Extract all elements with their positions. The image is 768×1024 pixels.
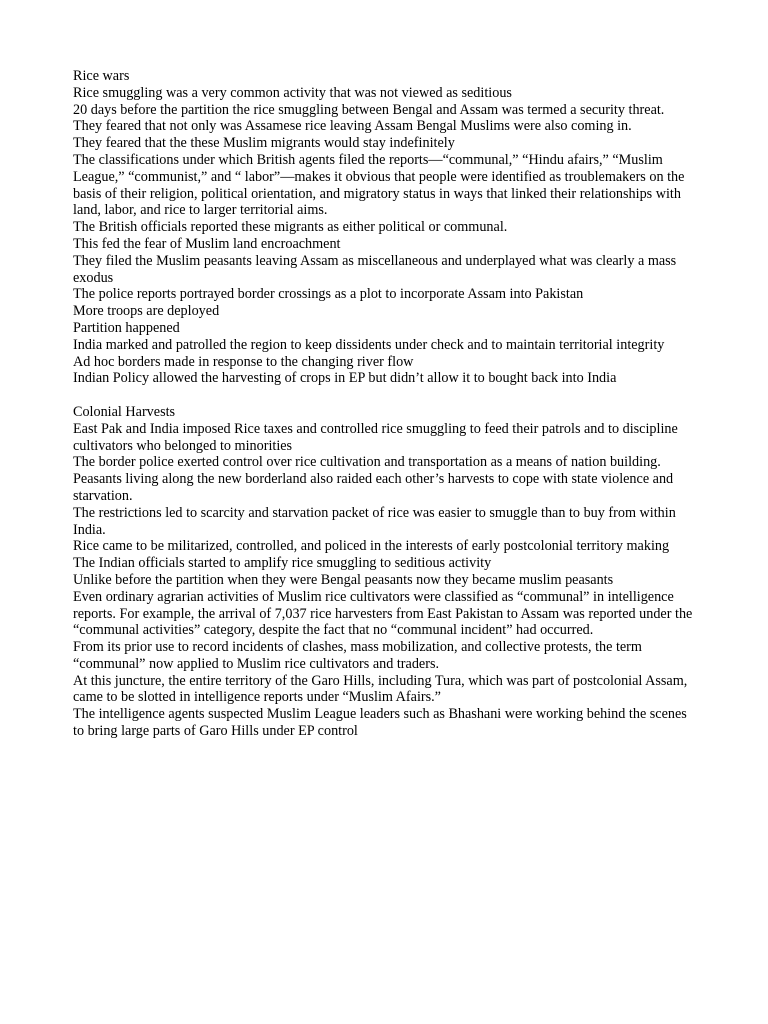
paragraph: Ad hoc borders made in response to the changing river flow <box>73 353 414 370</box>
paragraph: They feared that not only was Assamese rice leaving Assam Bengal Muslims were also coming in. <box>73 118 632 135</box>
paragraph: Rice smuggling was a very common activity that was not viewed as seditious <box>73 84 512 101</box>
blank-line <box>73 387 701 404</box>
paragraph: This fed the fear of Muslim land encroachment <box>73 235 341 252</box>
paragraph: The classifications under which British agents filed the reports—“communal,” “Hindu afairs,” “Muslim League,” “communist,” and “ labor”—makes it obvious that people were identified as troublemakers on the basis of their religion, political orientation, and migratory status in ways that linked their relationships with land, labor, and rice to larger territorial aims. <box>73 151 685 219</box>
section-title-rice-wars: Rice wars <box>73 68 130 84</box>
paragraph: The police reports portrayed border crossings as a plot to incorporate Assam into Pakistan <box>73 286 584 303</box>
paragraph: Indian Policy allowed the harvesting of crops in EP but didn’t allow it to bought back into India <box>73 370 617 387</box>
paragraph: Peasants living along the new borderland also raided each other’s harvests to cope with state violence and starvation. <box>73 471 674 504</box>
section-title-colonial-harvests: Colonial Harvests <box>73 403 176 420</box>
paragraph: India marked and patrolled the region to keep dissidents under check and to maintain territorial integrity <box>73 336 665 353</box>
paragraph: The British officials reported these migrants as either political or communal. <box>73 219 508 236</box>
paragraph: From its prior use to record incidents of clashes, mass mobilization, and collective protests, the term “communal” now applied to Muslim rice cultivators and traders. <box>73 639 642 672</box>
paragraph: They filed the Muslim peasants leaving Assam as miscellaneous and underplayed what was clearly a mass exodus <box>73 252 677 286</box>
paragraph: 20 days before the partition the rice smuggling between Bengal and Assam was termed a security threat. <box>73 101 665 118</box>
paragraph: The restrictions led to scarcity and starvation packet of rice was easier to smuggle than to buy from within India. <box>73 504 676 538</box>
paragraph: Partition happened <box>73 319 180 336</box>
paragraph: Unlike before the partition when they were Bengal peasants now they became muslim peasants <box>73 571 614 588</box>
paragraph: East Pak and India imposed Rice taxes and controlled rice smuggling to feed their patrols and to discipline cultivators who belonged to minorities <box>73 420 678 454</box>
paragraph: They feared that the these Muslim migrants would stay indefinitely <box>73 135 455 152</box>
paragraph: The intelligence agents suspected Muslim League leaders such as Bhashani were working behind the scenes to bring large parts of Garo Hills under EP control <box>73 706 687 740</box>
document-page <box>73 68 701 740</box>
paragraph: More troops are deployed <box>73 303 220 320</box>
paragraph: The border police exerted control over rice cultivation and transportation as a means of nation building. <box>73 454 661 471</box>
paragraph: At this juncture, the entire territory of the Garo Hills, including Tura, which was part of postcolonial Assam, came to be slotted in intelligence reports under “Muslim Afairs.” <box>73 672 688 706</box>
paragraph: Rice came to be militarized, controlled, and policed in the interests of early postcolonial territory making <box>73 538 670 555</box>
paragraph: Even ordinary agrarian activities of Muslim rice cultivators were classified as “communal” in intelligence reports. For example, the arrival of 7,037 rice harvesters from East Pakistan to Assam was reported under the “communal activities” category, despite the fact that no “communal incident” had occurred. <box>73 588 693 639</box>
paragraph: The Indian officials started to amplify rice smuggling to seditious activity <box>73 555 492 572</box>
